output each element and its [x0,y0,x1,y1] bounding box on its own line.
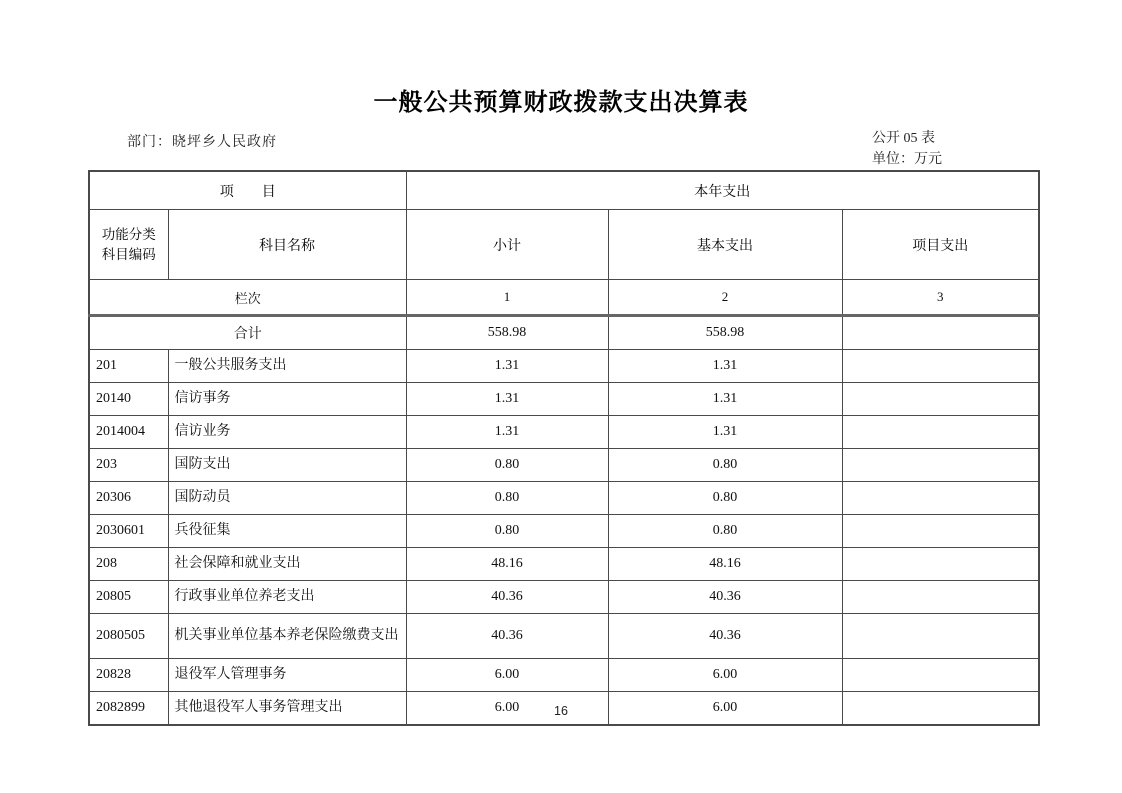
table-row [89,482,1039,515]
table-row [89,581,1039,614]
row-subtotal: 6.00 [406,659,608,692]
row-subtotal: 6.00 [406,692,608,726]
row-name: 一般公共服务支出 [168,350,406,383]
unit-label: 单位：万元 [872,152,942,167]
header-row-columns [89,210,1039,280]
row-project [842,614,1039,659]
total-label: 合计 [89,316,406,350]
row-name: 行政事业单位养老支出 [168,581,406,614]
table-row [89,350,1039,383]
row-code: 2014004 [89,416,168,449]
row-basic: 40.36 [608,614,842,659]
row-project [842,383,1039,416]
row-subtotal: 1.31 [406,416,608,449]
row-basic: 6.00 [608,692,842,726]
row-basic: 0.80 [608,515,842,548]
row-code: 20828 [89,659,168,692]
header-function-code-line2: 科目编码 [101,246,156,262]
table-row [89,548,1039,581]
header-subject-name: 科目名称 [168,210,406,280]
header-basic-expense: 基本支出 [608,210,842,280]
row-name: 国防动员 [168,482,406,515]
row-basic: 48.16 [608,548,842,581]
column-index-label: 栏次 [89,280,406,316]
table-meta [872,128,1042,170]
page-title: 一般公共预算财政拨款支出决算表 [373,89,749,116]
total-basic: 558.98 [608,316,842,350]
row-code: 208 [89,548,168,581]
row-subtotal: 40.36 [406,614,608,659]
table-row [89,449,1039,482]
row-name: 社会保障和就业支出 [168,548,406,581]
row-basic: 0.80 [608,482,842,515]
row-name: 信访业务 [168,416,406,449]
row-project [842,548,1039,581]
table-row [89,515,1039,548]
total-project [842,316,1039,350]
table-row [89,659,1039,692]
row-code: 2030601 [89,515,168,548]
row-code: 201 [89,350,168,383]
row-subtotal: 0.80 [406,482,608,515]
total-subtotal: 558.98 [406,316,608,350]
column-index-3: 3 [842,280,1039,316]
header-row-groups [89,171,1039,210]
budget-table [88,170,1040,726]
row-subtotal: 48.16 [406,548,608,581]
row-basic: 0.80 [608,449,842,482]
row-name: 信访事务 [168,383,406,416]
header-project-expense: 项目支出 [842,210,1039,280]
column-index-row [89,280,1039,316]
row-project [842,515,1039,548]
column-index-2: 2 [608,280,842,316]
row-subtotal: 40.36 [406,581,608,614]
page-number: 16 [554,704,568,718]
column-index-1: 1 [406,280,608,316]
row-project [842,350,1039,383]
table-code-label: 公开 05 表 [872,131,935,146]
department-label: 部门：晓坪乡人民政府 [127,135,277,150]
table-row [89,383,1039,416]
row-project [842,581,1039,614]
row-code: 2080505 [89,614,168,659]
table-row [89,416,1039,449]
row-basic: 1.31 [608,383,842,416]
header-function-code [89,210,168,280]
total-row [89,316,1039,350]
row-basic: 6.00 [608,659,842,692]
row-name: 国防支出 [168,449,406,482]
row-subtotal: 0.80 [406,449,608,482]
row-name: 机关事业单位基本养老保险缴费支出 [168,614,406,659]
row-basic: 40.36 [608,581,842,614]
row-subtotal: 1.31 [406,383,608,416]
row-code: 2082899 [89,692,168,726]
row-code: 20306 [89,482,168,515]
header-function-code-line1: 功能分类 [101,226,156,242]
row-project [842,659,1039,692]
table-row [89,614,1039,659]
row-name: 其他退役军人事务管理支出 [168,692,406,726]
row-project [842,449,1039,482]
row-subtotal: 0.80 [406,515,608,548]
row-code: 203 [89,449,168,482]
header-year-expense-group: 本年支出 [406,171,1039,210]
row-code: 20140 [89,383,168,416]
header-project-group: 项 目 [89,171,406,210]
row-subtotal: 1.31 [406,350,608,383]
row-name: 退役军人管理事务 [168,659,406,692]
row-basic: 1.31 [608,416,842,449]
row-basic: 1.31 [608,350,842,383]
row-project [842,416,1039,449]
row-code: 20805 [89,581,168,614]
row-name: 兵役征集 [168,515,406,548]
row-project [842,482,1039,515]
header-subtotal: 小计 [406,210,608,280]
